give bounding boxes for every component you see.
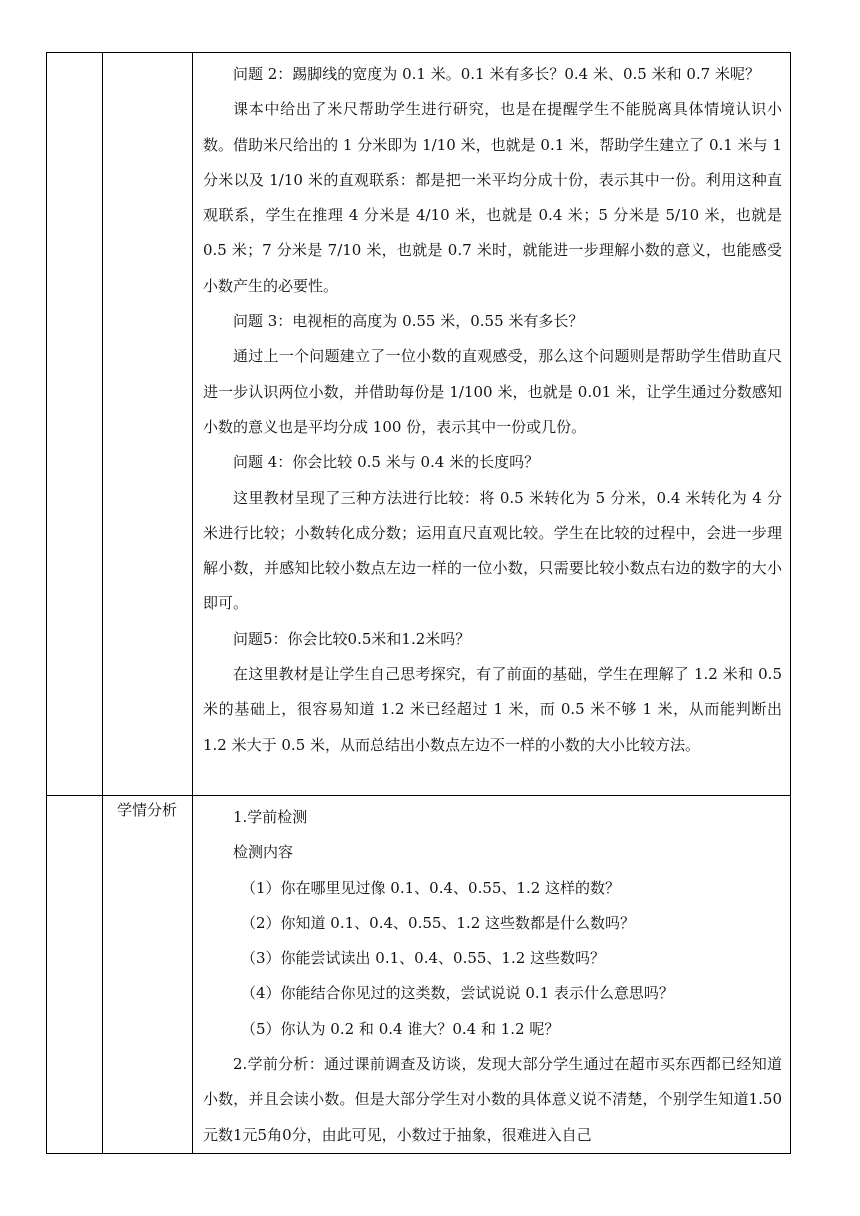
table-row-student-analysis [47, 796, 791, 1154]
paragraph: 问题 4：你会比较 0.5 米与 0.4 米的长度吗？ [233, 453, 540, 472]
label-cell [103, 796, 193, 1154]
lesson-plan-table [46, 52, 791, 1154]
paragraph: （4）你能结合你见过的这类数，尝试说说 0.1 表示什么意思吗？ [241, 984, 674, 1003]
paragraph: 问题 3：电视柜的高度为 0.55 米，0.55 米有多长？ [233, 312, 584, 331]
content-text [193, 53, 790, 763]
paragraph: 1.学前检测 [233, 808, 308, 826]
blank-cell [47, 53, 103, 796]
content-cell [193, 796, 791, 1154]
paragraph: 这里教材呈现了三种方法进行比较：将 0.5 米转化为 5 分米，0.4 米转化为 4 分米进行比较；小数转化成分数；运用直尺直观比较。学生在比较的过程中，会进一步理解小数，并感知比较小数点左边一样的一位小数，只需要比较小数点右边的数字的大小即可。 [203, 488, 782, 613]
table-row-textbook-analysis [47, 53, 791, 796]
paragraph: 课本中给出了米尺帮助学生进行研究，也是在提醒学生不能脱离具体情境认识小数。借助米尺给出的 1 分米即为 1/10 米，也就是 0.1 米，帮助学生建立了 0.1 米与 1 分米以及 1/10 米的直观联系：都是把一米平均分成十份，表示其中一份。利用这种直观联系，学生在推理 4 分米是 4/10 米，也就是 0.4 米；5 分米是 5/10 米，也就是 0.5 米；7 分米是 7/10 米，也就是 0.7 米时，就能进一步理解小数的意义，也能感受小数产生的必要性。 [203, 100, 782, 295]
paragraph: 检测内容 [233, 843, 294, 862]
row-label: 学情分析 [117, 801, 178, 819]
blank-cell [47, 796, 103, 1154]
paragraph: （3）你能尝试读出 0.1、0.4、0.55、1.2 这些数吗？ [241, 949, 606, 968]
paragraph: 问题 2：踢脚线的宽度为 0.1 米。0.1 米有多长？0.4 米、0.5 米和 0.7 米呢？ [233, 65, 760, 83]
paragraph: （2）你知道 0.1、0.4、0.55、1.2 这些数都是什么数吗？ [241, 913, 636, 932]
content-cell [193, 53, 791, 796]
paragraph: 问题5：你会比较0.5米和1.2米吗？ [233, 629, 471, 648]
content-text [193, 796, 790, 1153]
paragraph: （1）你在哪里见过像 0.1、0.4、0.55、1.2 这样的数？ [241, 878, 621, 897]
paragraph: 在这里教材是让学生自己思考探究，有了前面的基础，学生在理解了 1.2 米和 0.5 米的基础上，很容易知道 1.2 米已经超过 1 米，而 0.5 米不够 1 米，从而能判断出 1.2 米大于 0.5 米，从而总结出小数点左边不一样的小数的大小比较方法。 [203, 665, 782, 754]
blank-label-cell [103, 53, 193, 796]
paragraph: （5）你认为 0.2 和 0.4 谁大？0.4 和 1.2 呢？ [241, 1019, 560, 1038]
paragraph: 通过上一个问题建立了一位小数的直观感受，那么这个问题则是帮助学生借助直尺进一步认识两位小数，并借助每份是 1/100 米，也就是 0.01 米，让学生通过分数感知小数的意义也是平均分成 100 份，表示其中一份或几份。 [203, 347, 782, 436]
paragraph: 2.学前分析：通过课前调查及访谈，发现大部分学生通过在超市买东西都已经知道小数，并且会读小数。但是大部分学生对小数的具体意义说不清楚，个别学生知道1.50元数1元5角0分，由此可见，小数过于抽象，很难进入自己 [203, 1055, 782, 1144]
